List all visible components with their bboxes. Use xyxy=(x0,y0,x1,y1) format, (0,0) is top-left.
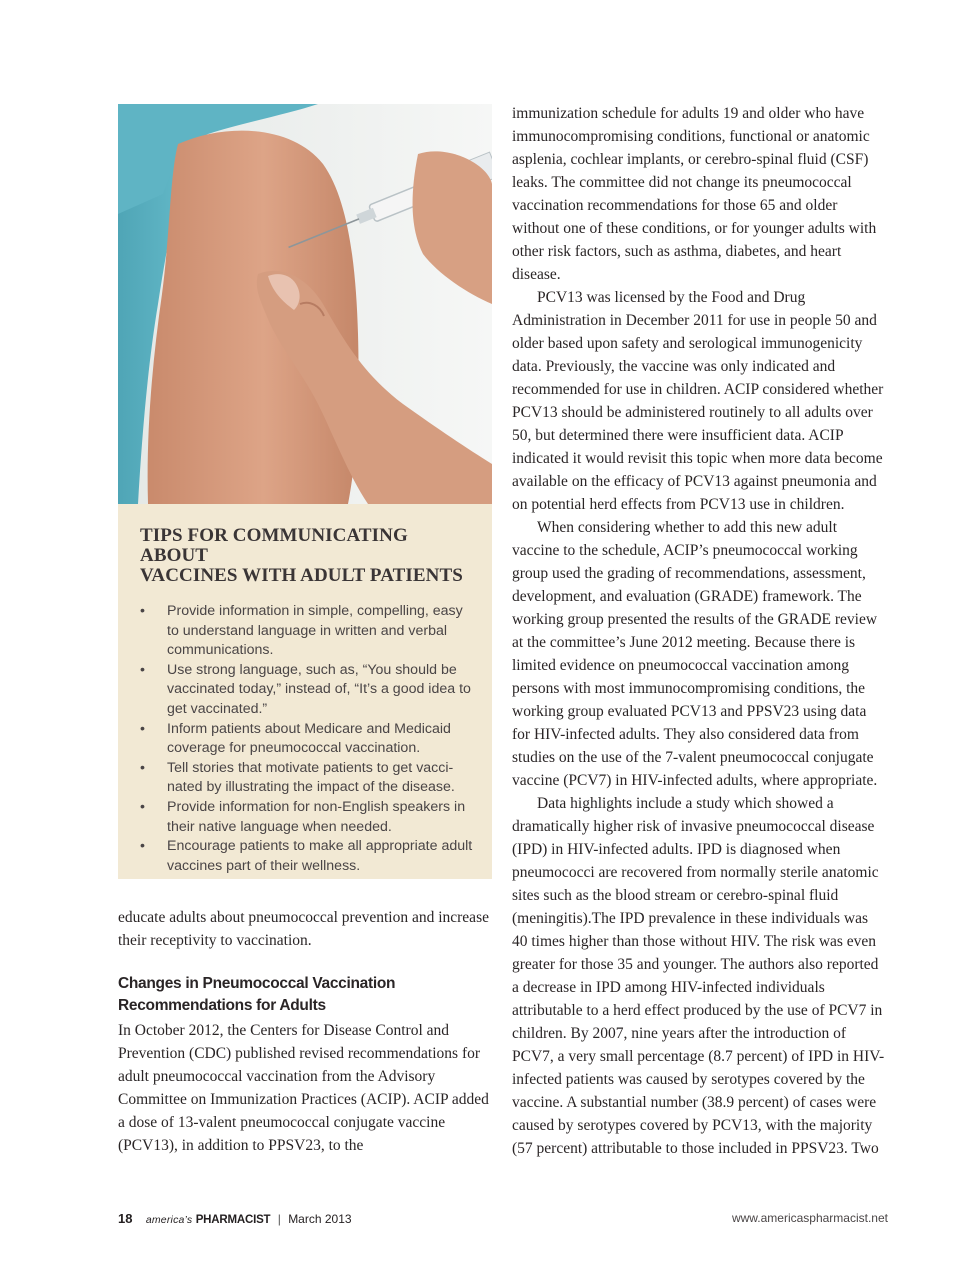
right-paragraph-2: PCV13 was licensed by the Food and Drug Administration in December 2011 for use in people 50 and older based upon safety and serological immunogenicity data. Previously, the vaccine was only indicated and recommended for use in children. ACIP considered whether PCV13 should be administered routinely to all adults over 50, but determined there were insufficient data. ACIP indicated it would revisit this topic when more data become available on the efficacy of PCV13 against pneumonia and on potential herd effects from PCV13 use in children. xyxy=(512,289,884,513)
vaccination-illustration xyxy=(118,104,492,504)
sidebar-title-line1: TIPS FOR COMMUNICATING ABOUT xyxy=(140,525,408,566)
footer-separator: | xyxy=(277,1212,281,1226)
right-paragraph-4: Data highlights include a study which showed a dramatically higher risk of invasive pneumococcal disease (IPD) in HIV-infected adults. IPD is diagnosed when pneumococci are recovered from normally sterile anatomic sites such as the blood stream or cerebro-spinal fluid (meningitis).The IPD prevalence in these individuals was 40 times higher than those without HIV. The risk was even greater for those 35 and younger. The authors also reported a decrease in IPD among HIV-infected individuals attributable to a herd effect produced by the use of PCV7 in children. By 2007, nine years after the introduction of PCV7, a very small percentage (8.7 percent) of IPD in HIV-infected patients was caused by serotypes covered by the vaccine. A substantial number (38.9 percent) of cases were caused by serotypes covered by PCV13, with the majority (57 percent) attributable to those included in PPSV23. Two xyxy=(512,795,885,1157)
sidebar-title xyxy=(140,526,474,586)
tips-sidebar xyxy=(118,504,492,879)
left-intro-paragraph: educate adults about pneumococcal prevention and increase their receptivity to vaccination. xyxy=(118,909,489,949)
tip-text: Use strong language, such as, “You should be vaccinated today,” instead of, “It’s a good idea to get vaccinated.” xyxy=(167,661,471,717)
issue-date: March 2013 xyxy=(288,1212,352,1226)
footer-url[interactable]: www.americaspharmacist.net xyxy=(731,1211,888,1225)
section-heading-line1: Changes in Pneumococcal Vaccination xyxy=(118,975,396,992)
section-heading-line2: Recommendations for Adults xyxy=(118,997,326,1014)
tip-item xyxy=(140,661,474,720)
tip-text: Encourage patients to make all appropriate adult vaccines part of their wellness. xyxy=(167,838,473,874)
bullet-icon: • xyxy=(140,798,145,815)
bullet-icon: • xyxy=(140,720,145,737)
tip-text: Provide information in simple, compelling, easy to understand language in written and verbal communications. xyxy=(167,603,463,659)
section-heading xyxy=(118,973,492,1017)
brand-script: america’s xyxy=(145,1214,193,1226)
right-column xyxy=(512,102,886,1160)
tips-list xyxy=(140,602,474,876)
tip-item xyxy=(140,759,474,798)
tip-item xyxy=(140,798,474,837)
left-paragraph-1: In October 2012, the Centers for Disease Control and Prevention (CDC) published revised recommendations for adult pneumococcal vaccination from the Advisory Committee on Immunization Practices (ACIP). ACIP added a dose of 13-valent pneumococcal conjugate vaccine (PCV13), in addition to PPSV23, to the xyxy=(118,1022,489,1154)
sidebar-title-line2: VACCINES WITH ADULT PATIENTS xyxy=(140,565,463,586)
right-paragraph-3: When considering whether to add this new adult vaccine to the schedule, ACIP’s pneumococcal working group used the grading of recommendations, assessment, development, and evaluation (GRADE) framework. The working group presented the results of the GRADE review at the committee’s June 2012 meeting. Because there is limited evidence on pneumococcal vaccination among persons with most immunocompromising conditions, the working group evaluated PCV13 and PPSV23 using data for HIV-infected adults. They also considered data from studies on the use of the 7-valent pneumococcal conjugate vaccine (PCV7) in HIV-infected adults, where appropriate. xyxy=(512,519,878,789)
right-paragraph-1: immunization schedule for adults 19 and older who have immunocompromising conditions, functional or anatomic asplenia, cochlear implants, or cerebro-spinal fluid (CSF) leaks. The committee did not change its pneumococcal vaccination recommendations for those 65 and older without one of these conditions, or for younger adults with other risk factors, such as asthma, diabetes, and heart disease. xyxy=(512,105,877,283)
tip-text: Tell stories that motivate patients to get vaccinated by illustrating the impact of the disease. xyxy=(167,759,455,796)
vaccination-photo xyxy=(118,104,492,504)
footer-left xyxy=(118,1211,352,1226)
page-number: 18 xyxy=(118,1211,133,1226)
bullet-icon: • xyxy=(140,838,145,855)
tip-item xyxy=(140,602,474,661)
tip-item xyxy=(140,837,474,876)
page-footer xyxy=(118,1211,888,1229)
bullet-icon: • xyxy=(140,759,145,776)
left-column xyxy=(118,906,492,1157)
tip-text: Provide information for non-English speakers in their native language when needed. xyxy=(167,798,466,835)
tip-item xyxy=(140,720,474,759)
tip-text: Inform patients about Medicare and Medicaid coverage for pneumococcal vaccination. xyxy=(167,720,451,757)
bullet-icon: • xyxy=(140,603,145,619)
bullet-icon: • xyxy=(140,661,145,678)
brand-name: PHARMACIST xyxy=(195,1214,271,1226)
